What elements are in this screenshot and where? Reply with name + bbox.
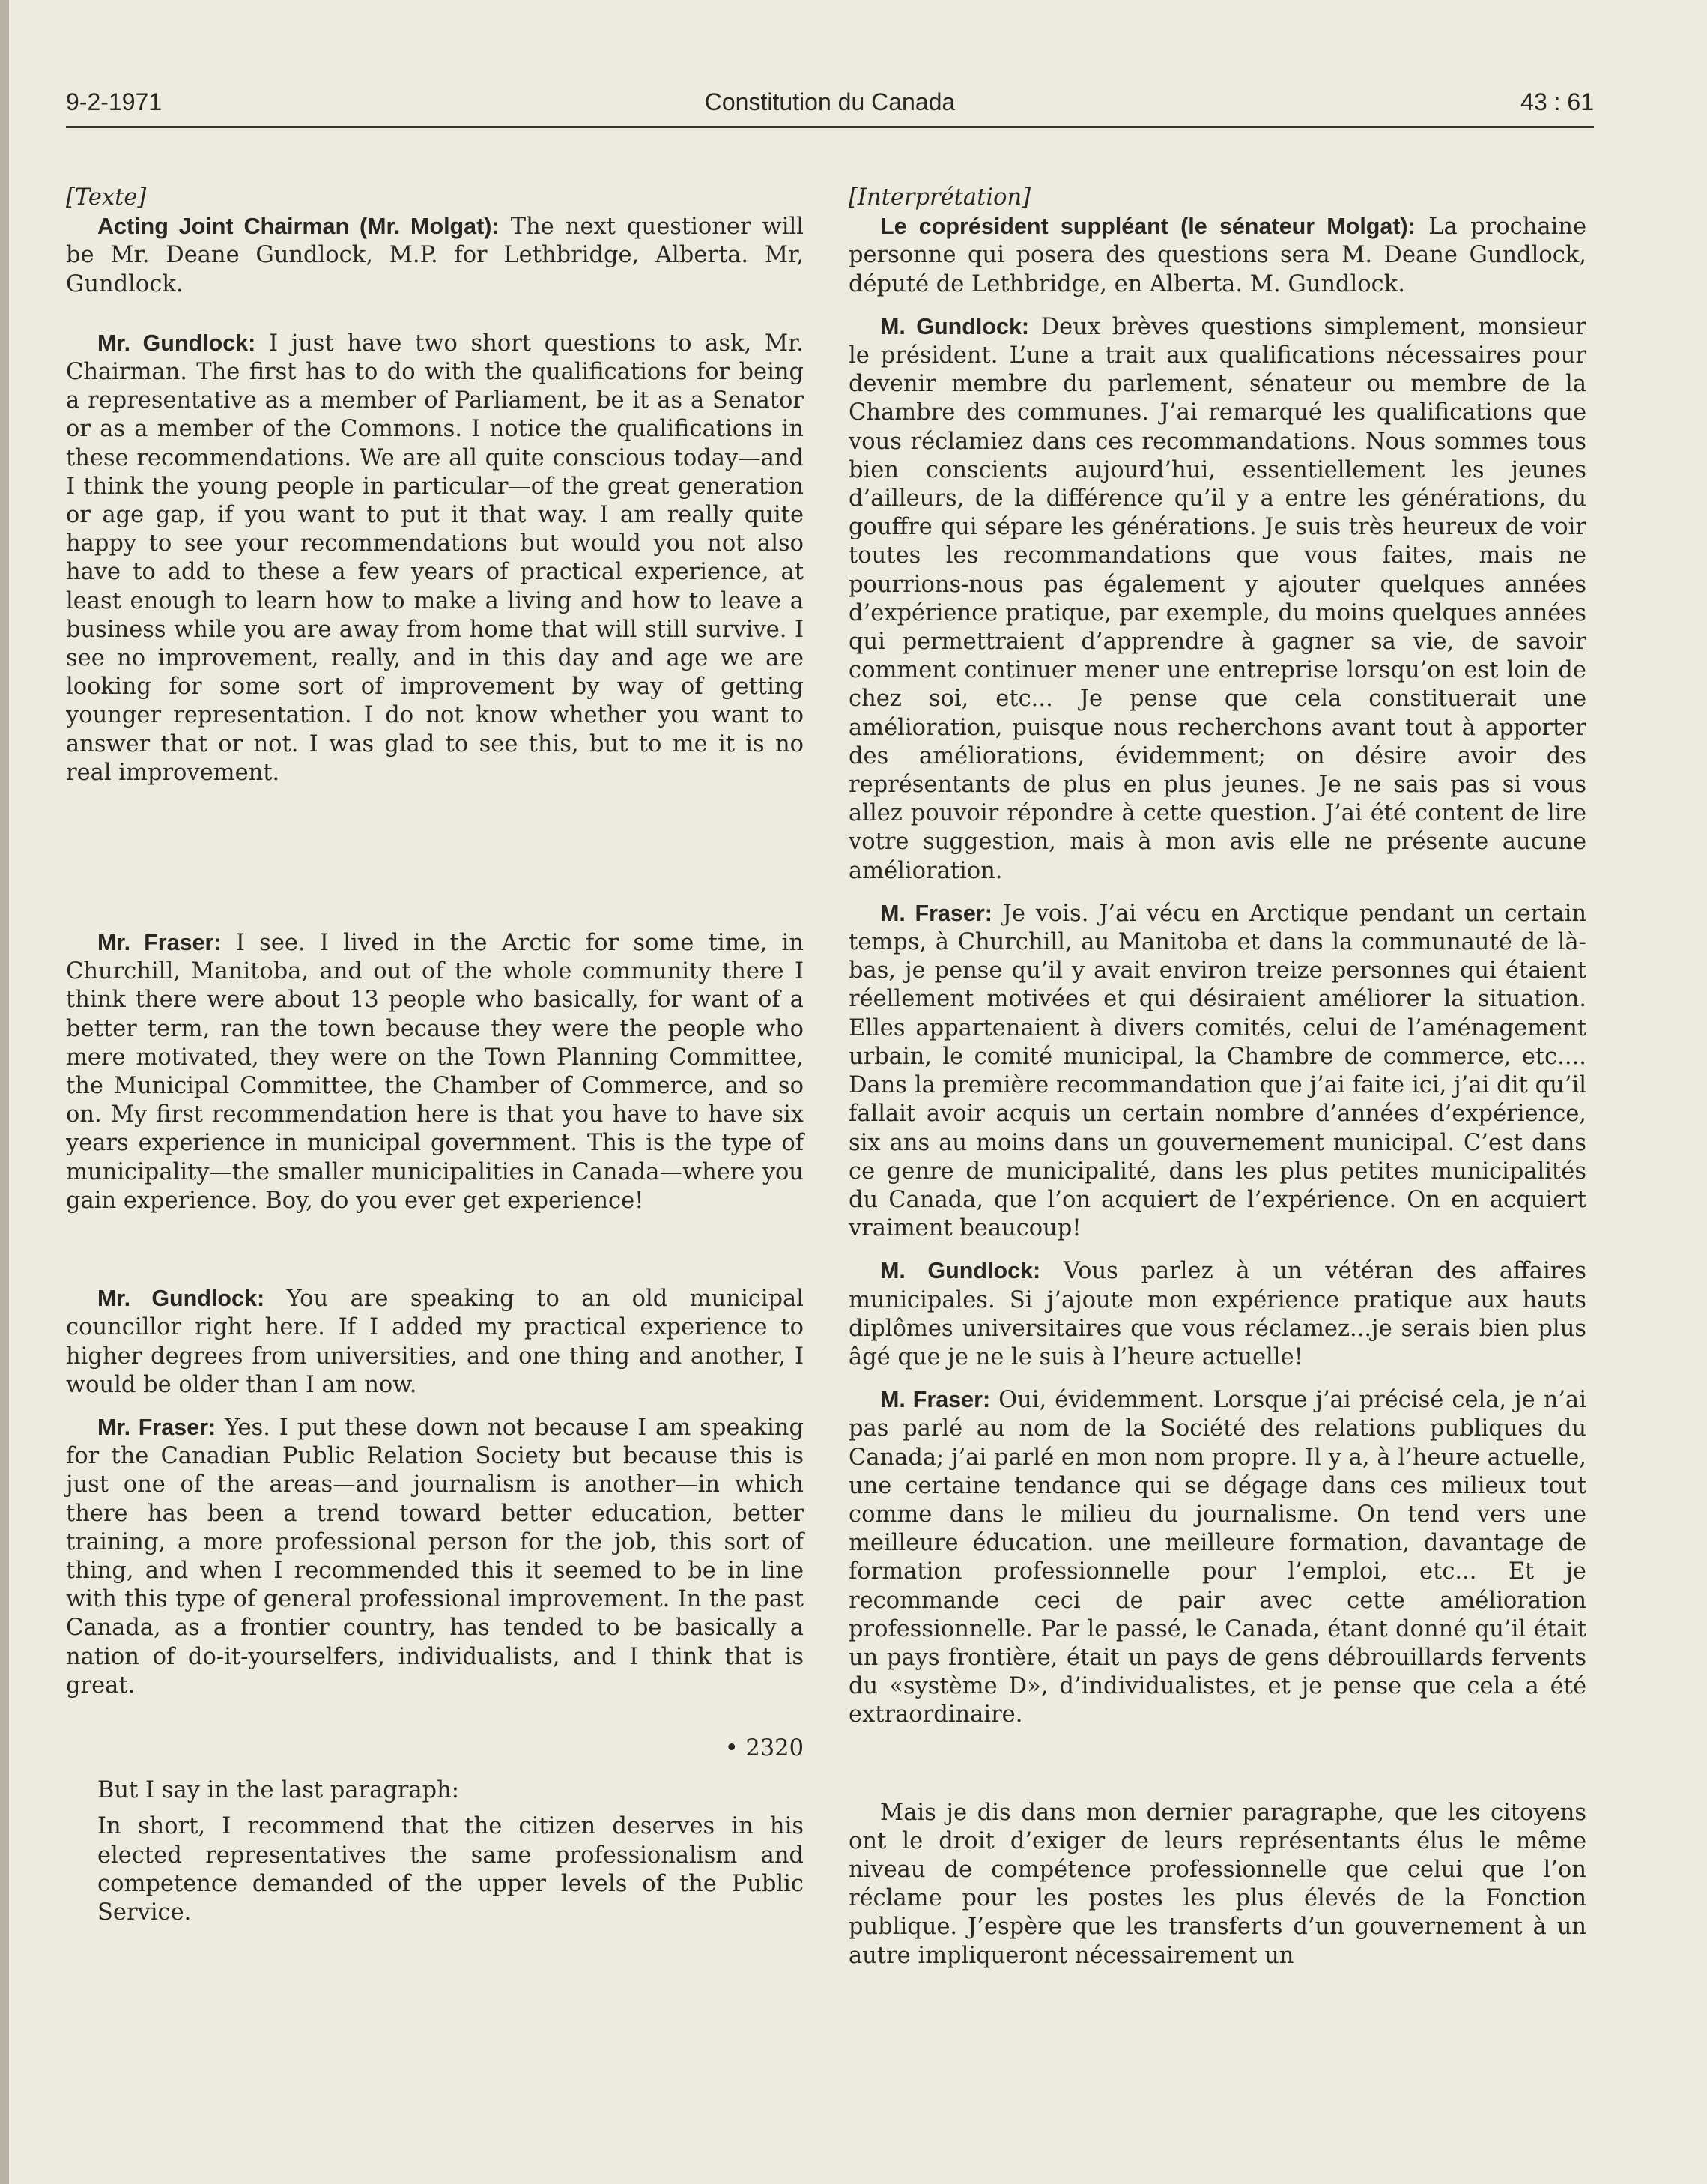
paragraph-gundlock-1 — [849, 312, 1586, 886]
paragraph-gundlock-2 — [849, 1256, 1586, 1372]
paragraph-fraser-1 — [849, 899, 1586, 1243]
header-date: 9-2-1971 — [66, 88, 163, 115]
interpretation-marker: [Interprétation] — [849, 184, 1031, 211]
paragraph-text: You are speaking to an old municipal councillor right here. If I added my practical experience to higher degrees from universities, and one thing and another, I would be older than I am now. — [66, 1286, 804, 1398]
speaker-name: Mr. Gundlock: — [97, 330, 256, 356]
french-column — [849, 184, 1586, 1970]
paragraph-fraser-2 — [66, 1413, 804, 1700]
paragraph-fraser-2 — [849, 1385, 1586, 1729]
paragraph-text: Deux brèves questions simplement, monsieur le président. L’une a trait aux qualifications nécessaires pour devenir membre du parlement, sénateur ou membre de la Chambre des communes. J’ai remarqué les qualifications que vous réclamiez dans ces recommandations. Nous sommes tous bien conscients aujourd’hui, essentiellement les jeunes d’ailleurs, de la différence qu’il y a entre les générations, du gouffre qui sépare les générations. Je suis très heureux de voir toutes les recommandations que vous faites, mais ne pourrions-nous pas également y ajouter quelques années d’expérience pratique, par exemple, du moins quelques années qui permettraient d’apprendre à gagner sa vie, de savoir comment continuer mener une entreprise lorsqu’on est loin de chez soi, etc... Je pense que cela constituerait une amélioration, puisque nous recherchons avant tout à apporter des améliorations, évidemment; on désire avoir des représentants de plus en plus jeunes. Je ne sais pas si vous allez pouvoir répondre à cette question. J’ai été content de lire votre suggestion, mais à mon avis elle ne présente aucune amélioration. — [849, 313, 1586, 884]
time-marker: • 2320 — [724, 1734, 804, 1761]
paragraph-text: I see. I lived in the Arctic for some time, in Churchill, Manitoba, and out of the whole community there I think there were about 13 people who basically, for want of a better term, ran the town because they were the people who mere motivated, they were on the Town Planning Committee, the Municipal Committee, the Chamber of Commerce, and so on. My first recommendation here is that you have to have six years experience in municipal government. This is the type of municipality—the smaller municipalities in Canada—where you gain experience. Boy, do you ever get experience! — [66, 930, 804, 1214]
text-marker: [Texte] — [66, 184, 147, 211]
speaker-name: Mr. Fraser: — [97, 1414, 216, 1440]
speaker-name: M. Gundlock: — [880, 1258, 1041, 1284]
paragraph-molgat — [849, 212, 1586, 299]
speaker-name: M. Fraser: — [880, 1387, 991, 1413]
paragraph-text: The next questioner will be Mr. Deane Gundlock, M.P. for Lethbridge, Alberta. Mr, Gundlock. — [66, 214, 804, 297]
speaker-name: Le coprésident suppléant (le sénateur Molgat): — [880, 214, 1416, 240]
paragraph-gundlock-1 — [66, 329, 804, 787]
paragraph-text: La prochaine personne qui posera des questions sera M. Deane Gundlock, député de Lethbridge, en Alberta. M. Gundlock. — [849, 214, 1586, 297]
speaker-name: M. Fraser: — [880, 900, 992, 926]
paragraph-text: Je vois. J’ai vécu en Arctique pendant un certain temps, à Churchill, au Manitoba et dans la communauté de là-bas, je pense qu’il y avait environ treize personnes qui étaient réellement motivées et qui désiraient améliorer la situation. Elles appartenaient à divers comités, celui de l’aménagement urbain, le comité municipal, la Chambre de commerce, etc.... Dans la première recommandation que j’ai faite ici, j’ai dit qu’il fallait avoir acquis un certain nombre d’années d’expérience, six ans au moins dans un gouvernement municipal. C’est dans ce genre de municipalité, dans les plus petites municipalités du Canada, que l’on acquiert de l’expérience. On en acquiert vraiment beaucoup! — [849, 900, 1586, 1242]
paragraph-text: Vous parlez à un vétéran des affaires municipales. Si j’ajoute mon expérience pratique aux hauts diplômes universitaires que vous réclamez...je serais bien plus âgé que je ne le suis à l’heure actuelle! — [849, 1258, 1586, 1370]
page-binding-edge — [0, 0, 9, 2184]
paragraph-text: Oui, évidemment. Lorsque j’ai précisé cela, je n’ai pas parlé au nom de la Société des relations publiques du Canada; j’ai parlé en mon nom propre. Il y a, à l’heure actuelle, une certaine tendance qui se dégage dans ces milieux tout comme dans le milieu du journalisme. On tend vers une meilleure éducation. une meilleure formation, davantage de formation professionnelle pour l’emploi, etc... Et je recommande ceci de pair avec cette amélioration professionnelle. Par le passé, le Canada, étant donné qu’il était un pays frontière, était un pays de gens débrouillards fervents du «système D», d’individualistes, et je pense que cela a été extraordinaire. — [849, 1387, 1586, 1728]
english-column — [66, 184, 804, 1927]
block-quote: In short, I recommend that the citizen deserves in his elected representatives the same professionalism and competence demanded of the upper levels of the Public Service. — [97, 1813, 804, 1926]
paragraph-text: Yes. I put these down not because I am speaking for the Canadian Public Relation Society but because this is just one of the areas—and journalism is another—in which there has been a trend toward better education, better training, a more professional person for the job, this sort of thing, and when I recommended this it seemed to be in line with this type of general professional improvement. In the past Canada, as a frontier country, has tended to be basically a nation of do-it-yourselfers, individualists, and I think that is great. — [66, 1414, 804, 1699]
speaker-name: Acting Joint Chairman (Mr. Molgat): — [97, 214, 500, 240]
header-title: Constitution du Canada — [704, 88, 956, 115]
speaker-name: Mr. Fraser: — [97, 930, 222, 956]
paragraph-last: Mais je dis dans mon dernier paragraphe, que les citoyens ont le droit d’exiger de leurs représentants élus le même niveau de compétence professionnelle que celui que l’on réclame pour les postes les plus élevés de la Fonction publique. J’espère que les transferts d’un gouvernement à un autre impliqueront nécessairement un — [849, 1799, 1586, 1969]
paragraph-text: I just have two short questions to ask, Mr. Chairman. The first has to do with the qualifications for being a representative as a member of Parliament, be it as a Senator or as a member of the Commons. I notice the qualifications in these recommendations. We are all quite conscious today—and I think the young people in particular—of the great generation or age gap, if you want to put it that way. I am really quite happy to see your recommendations but would you not also have to add to these a few years of practical experience, at least enough to learn how to make a living and how to leave a business while you are away from home that will still survive. I see no improvement, really, and in this day and age we are looking for some sort of improvement by way of getting younger representation. I do not know whether you want to answer that or not. I was glad to see this, but to me it is no real improvement. — [66, 330, 804, 786]
speaker-name: M. Gundlock: — [880, 313, 1030, 339]
running-header — [66, 88, 1594, 128]
paragraph-fraser-1 — [66, 928, 804, 1215]
paragraph-gundlock-2 — [66, 1284, 804, 1400]
paragraph-molgat — [66, 212, 804, 299]
header-page-number: 43 : 61 — [1520, 88, 1594, 115]
paragraph-last-intro: But I say in the last paragraph: — [97, 1777, 459, 1804]
speaker-name: Mr. Gundlock: — [97, 1286, 265, 1312]
